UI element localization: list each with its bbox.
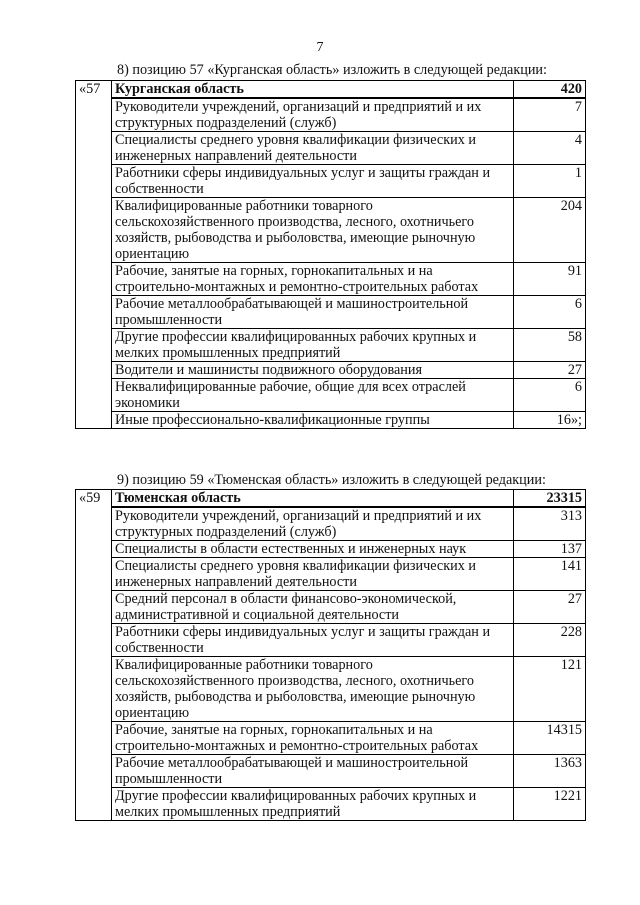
table-row	[76, 132, 586, 165]
row-value: 4	[514, 132, 586, 165]
row-value: 121	[514, 657, 586, 722]
table-header-row	[76, 81, 586, 99]
row-value: 1363	[514, 755, 586, 788]
row-value: 6	[514, 296, 586, 329]
row-name: Квалифицированные работники товарного сельскохозяйственного производства, лесного, охотничьего хозяйств, рыбоводства и рыболовства, имеющие рыночную ориентацию	[112, 657, 514, 722]
row-value: 58	[514, 329, 586, 362]
section-9-intro: 9) позицию 59 «Тюменская область» изложить в следующей редакции:	[117, 472, 546, 488]
region-name: Тюменская область	[112, 490, 514, 508]
row-name: Средний персонал в области финансово-экономической, административной и социальной деятельности	[112, 591, 514, 624]
page-number: 7	[316, 40, 324, 55]
region-name: Курганская область	[112, 81, 514, 99]
region-total: 420	[514, 81, 586, 99]
table-row	[76, 657, 586, 722]
row-value: 6	[514, 379, 586, 412]
table-row	[76, 624, 586, 657]
row-value: 204	[514, 198, 586, 263]
row-name: Рабочие металлообрабатывающей и машиностроительной промышленности	[112, 755, 514, 788]
row-name: Водители и машинисты подвижного оборудования	[112, 362, 514, 379]
row-name: Специалисты в области естественных и инженерных наук	[112, 541, 514, 558]
row-value: 1221	[514, 788, 586, 821]
row-name: Специалисты среднего уровня квалификации физических и инженерных направлений деятельности	[112, 132, 514, 165]
row-name: Руководители учреждений, организаций и предприятий и их структурных подразделений (служб)	[112, 98, 514, 132]
table-header-row	[76, 490, 586, 508]
region-total: 23315	[514, 490, 586, 508]
section-8-intro: 8) позицию 57 «Курганская область» изложить в следующей редакции:	[117, 62, 547, 78]
row-name: Другие профессии квалифицированных рабочих крупных и мелких промышленных предприятий	[112, 329, 514, 362]
row-value: 141	[514, 558, 586, 591]
table-row	[76, 198, 586, 263]
row-value: 27	[514, 591, 586, 624]
table-row	[76, 755, 586, 788]
row-name: Специалисты среднего уровня квалификации физических и инженерных направлений деятельности	[112, 558, 514, 591]
row-name: Работники сферы индивидуальных услуг и защиты граждан и собственности	[112, 624, 514, 657]
table-row	[76, 329, 586, 362]
table-row	[76, 296, 586, 329]
row-name: Неквалифицированные рабочие, общие для всех отраслей экономики	[112, 379, 514, 412]
row-name: Рабочие, занятые на горных, горнокапитальных и на строительно-монтажных и ремонтно-строительных работах	[112, 722, 514, 755]
section-8-table	[75, 80, 586, 429]
table-row	[76, 591, 586, 624]
row-value: 228	[514, 624, 586, 657]
row-value: 7	[514, 98, 586, 132]
table-row	[76, 558, 586, 591]
section-9-table	[75, 489, 586, 821]
row-name: Рабочие металлообрабатывающей и машиностроительной промышленности	[112, 296, 514, 329]
row-value: 91	[514, 263, 586, 296]
row-name: Работники сферы индивидуальных услуг и защиты граждан и собственности	[112, 165, 514, 198]
table-row	[76, 507, 586, 541]
table-row	[76, 165, 586, 198]
table-row	[76, 98, 586, 132]
table-row	[76, 379, 586, 412]
table-row	[76, 722, 586, 755]
table-row	[76, 541, 586, 558]
row-name: Руководители учреждений, организаций и предприятий и их структурных подразделений (служб)	[112, 507, 514, 541]
table-row	[76, 788, 586, 821]
row-value: 137	[514, 541, 586, 558]
row-name: Иные профессионально-квалификационные группы	[112, 412, 514, 429]
row-value: 1	[514, 165, 586, 198]
table-row	[76, 362, 586, 379]
row-value: 27	[514, 362, 586, 379]
row-value: 313	[514, 507, 586, 541]
row-name: Квалифицированные работники товарного сельскохозяйственного производства, лесного, охотничьего хозяйств, рыбоводства и рыболовства, имеющие рыночную ориентацию	[112, 198, 514, 263]
row-name: Рабочие, занятые на горных, горнокапитальных и на строительно-монтажных и ремонтно-строительных работах	[112, 263, 514, 296]
row-name: Другие профессии квалифицированных рабочих крупных и мелких промышленных предприятий	[112, 788, 514, 821]
table-row	[76, 412, 586, 429]
row-value: 16»;	[514, 412, 586, 429]
position-number: «59	[76, 490, 112, 508]
table-row	[76, 263, 586, 296]
position-number: «57	[76, 81, 112, 99]
row-value: 14315	[514, 722, 586, 755]
